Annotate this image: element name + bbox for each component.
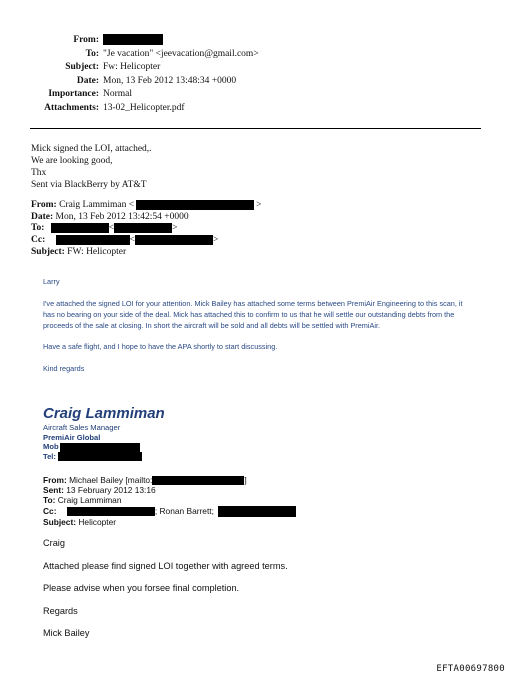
orig-to-label: To:: [43, 495, 56, 506]
header-to-row: [0, 48, 512, 62]
body-paragraph: Attached please find signed LOI together with agreed terms.: [43, 560, 288, 571]
note-line: Thx: [31, 168, 47, 178]
fwd-from-value: Craig Lammiman <: [59, 200, 135, 211]
header-date-label: Date:: [76, 75, 99, 86]
original-message-body: [43, 537, 288, 650]
signature-tel-label: Tel:: [43, 451, 56, 461]
orig-cc-label: Cc:: [43, 505, 57, 516]
header-from-row: [0, 34, 512, 48]
redaction-box: [60, 443, 140, 452]
redaction-box: [51, 223, 109, 233]
orig-from-close: ]: [244, 475, 247, 485]
orig-sent-label: Sent:: [43, 485, 64, 496]
orig-subject-value: Helicopter: [78, 516, 117, 527]
redaction-box: [136, 200, 254, 210]
fwd-cc-gt: >: [212, 235, 219, 246]
forwarded-message-body: [43, 276, 473, 384]
signature-company: PremiAir Global: [43, 432, 101, 442]
redaction-box: [135, 235, 213, 245]
email-signature: [43, 405, 165, 461]
signature-tel-row: [43, 452, 165, 462]
header-attachments-label: Attachments:: [44, 102, 99, 113]
signature-name: Craig Lammiman: [43, 405, 165, 422]
header-to-label: To:: [85, 48, 99, 59]
body-paragraph: Have a safe flight, and I hope to have the APA shortly to start discussing.: [43, 342, 278, 351]
orig-from-row: [43, 475, 296, 485]
signature-title: Aircraft Sales Manager: [43, 423, 121, 432]
body-paragraph: Please advise when you forsee final completion.: [43, 583, 240, 593]
fwd-date-row: [31, 212, 261, 224]
fwd-to-gt: >: [172, 223, 178, 234]
fwd-cc-row: [31, 235, 261, 247]
body-greeting: Craig: [43, 538, 65, 548]
fwd-to-lt: <: [108, 223, 115, 234]
redaction-box: [67, 507, 155, 516]
fwd-to-label: To:: [31, 223, 45, 234]
forwarded-header: [31, 200, 261, 258]
bates-number: EFTA00697800: [436, 664, 505, 674]
orig-to-value: Craig Lammiman: [57, 495, 122, 506]
fwd-cc-lt: <: [129, 235, 135, 246]
redaction-box: [58, 452, 142, 461]
signature-mob-row: [43, 442, 165, 452]
orig-cc-mid: ; Ronan Barrett;: [154, 505, 214, 516]
header-to-value: "Je vacation" <jeevacation@gmail.com>: [103, 48, 259, 59]
note-line: Sent via BlackBerry by AT&T: [31, 180, 147, 190]
blackberry-note: [31, 143, 152, 191]
fwd-date-value: Mon, 13 Feb 2012 13:42:54 +0000: [55, 211, 189, 222]
header-from-value: [103, 34, 163, 48]
fwd-from-close: >: [256, 200, 262, 211]
orig-sent-row: [43, 485, 296, 495]
fwd-from-row: [31, 200, 261, 212]
orig-subject-label: Subject:: [43, 516, 77, 527]
fwd-subject-label: Subject:: [31, 246, 65, 257]
header-importance-value: Normal: [103, 89, 133, 99]
fwd-to-row: [31, 223, 261, 235]
note-line: Mick signed the LOI, attached,.: [31, 144, 152, 154]
body-paragraph: I've attached the signed LOI for your attention. Mick Bailey has attached some terms between PremiAir Engineering to this scan, it has no bearing on your side of the deal. Mick has attached this to confirm to us that he will settle our outstanding debts from the proceeds of the sale at closing. In short the aircraft will be sold and all debts will be settled with PremiAir.: [43, 298, 463, 330]
fwd-from-label: From:: [31, 200, 57, 211]
original-header: [43, 475, 296, 527]
fwd-date-label: Date:: [31, 211, 54, 222]
fwd-cc-label: Cc:: [31, 235, 46, 246]
body-closing: Kind regards: [43, 363, 85, 373]
email-header: [0, 34, 512, 115]
header-importance-row: [0, 88, 512, 102]
fwd-subject-value: FW: Helicopter: [67, 246, 127, 257]
orig-subject-row: [43, 517, 296, 527]
signature-mob-label: Mob: [43, 442, 59, 452]
header-attachments-value: 13-02_Helicopter.pdf: [103, 102, 185, 113]
redaction-box: [56, 235, 130, 245]
orig-to-row: [43, 495, 296, 505]
header-subject-row: [0, 61, 512, 75]
orig-from-value: Michael Bailey [mailto:: [69, 475, 153, 485]
body-greeting: Larry: [43, 277, 60, 286]
fwd-subject-row: [31, 247, 261, 259]
header-divider: [30, 128, 481, 129]
redaction-box: [218, 506, 296, 517]
header-date-value: Mon, 13 Feb 2012 13:48:34 +0000: [103, 75, 237, 86]
orig-cc-row: [43, 506, 296, 517]
body-sender-name: Mick Bailey: [43, 628, 90, 638]
header-subject-label: Subject:: [65, 62, 99, 72]
orig-sent-value: 13 February 2012 13:16: [66, 485, 156, 496]
header-attachments-row: [0, 102, 512, 116]
header-date-row: [0, 75, 512, 89]
header-from-label: From:: [73, 35, 99, 45]
header-subject-value: Fw: Helicopter: [103, 62, 161, 72]
body-regards: Regards: [43, 605, 78, 616]
redaction-box: [103, 34, 163, 45]
note-line: We are looking good,: [31, 156, 113, 166]
orig-from-label: From:: [43, 475, 67, 485]
header-importance-label: Importance:: [48, 89, 99, 99]
redaction-box: [114, 223, 172, 233]
redaction-box: [152, 475, 247, 485]
